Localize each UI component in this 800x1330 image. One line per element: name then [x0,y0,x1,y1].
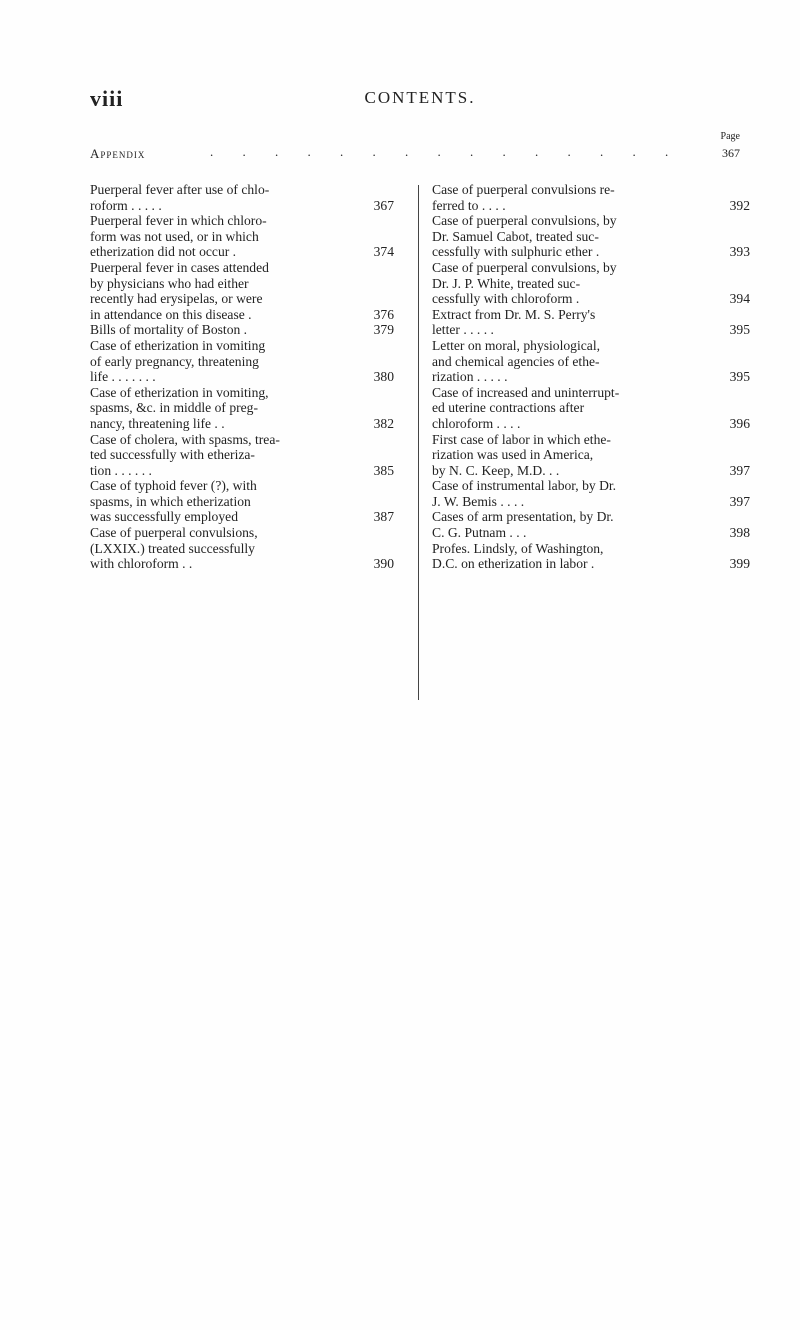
toc-entry-line: roform . . . . . [90,197,162,213]
toc-entry-line: Case of puerperal convulsions re- [432,182,615,197]
toc-entry-page: 397 [729,493,750,509]
appendix-entry [90,146,740,166]
toc-entry-line: (LXXIX.) treated successfully [90,540,255,556]
toc-entry-line: Bills of mortality of Boston . [90,322,248,338]
leader-dots: . . . . . . . . . . . . . . . [210,144,682,159]
column-divider [418,185,419,700]
toc-entry-line: ted successfully with etheriza- [90,447,255,463]
toc-entry-line: letter . . . . . [432,322,494,338]
toc-entry-line: by N. C. Keep, M.D. . . [432,462,560,478]
toc-entry-line: Case of puerperal convulsions, by [432,259,617,275]
toc-entry [90,182,400,213]
toc-entry [432,307,750,338]
toc-entry-line: etherization did not occur . [90,244,237,260]
toc-entry-line: Case of increased and uninterrupt- [432,384,620,400]
toc-entry-line: rization was used in America, [432,447,594,463]
toc-entry-page: 385 [373,462,394,478]
toc-entry-line: was successfully employed [90,509,238,525]
toc-entry-line: Letter on moral, physiological, [432,337,600,353]
toc-entry-page: 379 [373,322,394,338]
toc-entry-line: ferred to . . . . [432,197,506,213]
toc-entry [432,338,750,385]
toc-entry-line: Case of puerperal convulsions, [90,525,258,541]
toc-entry-line: D.C. on etherization in labor . [432,556,595,572]
toc-entry-line: Case of instrumental labor, by Dr. [432,478,617,494]
toc-entry-page: 387 [373,509,394,525]
toc-entry [432,182,750,213]
toc-entry-line: Case of puerperal convulsions, by [432,213,617,229]
toc-entry [432,260,750,307]
toc-entry-page: 376 [373,306,394,322]
toc-entry [432,432,750,479]
toc-entry [90,322,400,338]
toc-entry-page: 398 [729,525,750,541]
toc-entry-page: 396 [729,415,750,431]
toc-entry-line: Extract from Dr. M. S. Perry's [432,306,596,322]
running-title: CONTENTS. [364,88,476,107]
right-column [432,182,750,572]
toc-entry-line: Puerperal fever in cases attended [90,259,269,275]
toc-entry-line: Case of typhoid fever (?), with [90,478,257,494]
toc-entry-line: in attendance on this disease . [90,306,252,322]
toc-entry-line: Cases of arm presentation, by Dr. [432,509,614,525]
toc-entry-line: First case of labor in which ethe- [432,431,611,447]
toc-entry-line: with chloroform . . [90,556,193,572]
toc-entry-line: C. G. Putnam . . . [432,525,527,541]
toc-entry [432,541,750,572]
toc-entry-line: by physicians who had either [90,275,249,291]
toc-entry-line: rization . . . . . [432,369,508,385]
toc-entry-line: Dr. J. P. White, treated suc- [432,275,581,291]
toc-entry-line: Dr. Samuel Cabot, treated suc- [432,228,599,244]
toc-entry [432,213,750,260]
toc-entry-page: 393 [729,244,750,260]
page-column-label: Page [720,131,740,142]
toc-entry-line: and chemical agencies of ethe- [432,353,600,369]
toc-entry-line: of early pregnancy, threatening [90,353,259,369]
toc-entry [432,478,750,509]
toc-entry-page: 397 [729,462,750,478]
toc-entry-page: 380 [373,369,394,385]
toc-entry-page: 374 [373,244,394,260]
toc-entry-page: 392 [729,197,750,213]
appendix-page: 367 [722,146,740,160]
toc-entry-line: form was not used, or in which [90,228,259,244]
toc-entry-line: Case of cholera, with spasms, trea- [90,431,280,447]
toc-entry-page: 395 [729,369,750,385]
toc-entry [90,432,400,479]
toc-entry-line: nancy, threatening life . . [90,415,225,431]
toc-entry-page: 395 [729,322,750,338]
toc-entry-line: Case of etherization in vomiting [90,337,266,353]
toc-entry-line: spasms, in which etherization [90,493,251,509]
toc-entry [90,478,400,525]
page-number: viii [90,86,124,111]
toc-entry [432,509,750,540]
appendix-title: Appendix [90,146,146,161]
toc-entry [90,260,400,322]
toc-entry-line: life . . . . . . . [90,369,156,385]
toc-entry-page: 367 [373,197,394,213]
toc-entry-line: tion . . . . . . [90,462,152,478]
toc-entry-page: 382 [373,415,394,431]
toc-entry-line: cessfully with chloroform . [432,291,580,307]
toc-entry [90,338,400,385]
toc-entry-page: 394 [729,291,750,307]
left-column [90,182,400,572]
toc-entry-line: Case of etherization in vomiting, [90,384,269,400]
toc-entry-line: ed uterine contractions after [432,400,585,416]
toc-entry [432,385,750,432]
toc-entry-page: 390 [373,556,394,572]
toc-entry [90,213,400,260]
toc-entry-line: recently had erysipelas, or were [90,291,263,307]
page-header [90,86,750,112]
toc-entry [90,525,400,572]
toc-entry-line: cessfully with sulphuric ether . [432,244,600,260]
toc-entry [90,385,400,432]
toc-entry-line: Puerperal fever after use of chlo- [90,182,270,197]
toc-entry-line: Puerperal fever in which chloro- [90,213,267,229]
toc-entry-line: spasms, &c. in middle of preg- [90,400,259,416]
toc-entry-page: 399 [729,556,750,572]
toc-entry-line: Profes. Lindsly, of Washington, [432,540,604,556]
toc-entry-line: chloroform . . . . [432,415,521,431]
toc-entry-line: J. W. Bemis . . . . [432,493,525,509]
